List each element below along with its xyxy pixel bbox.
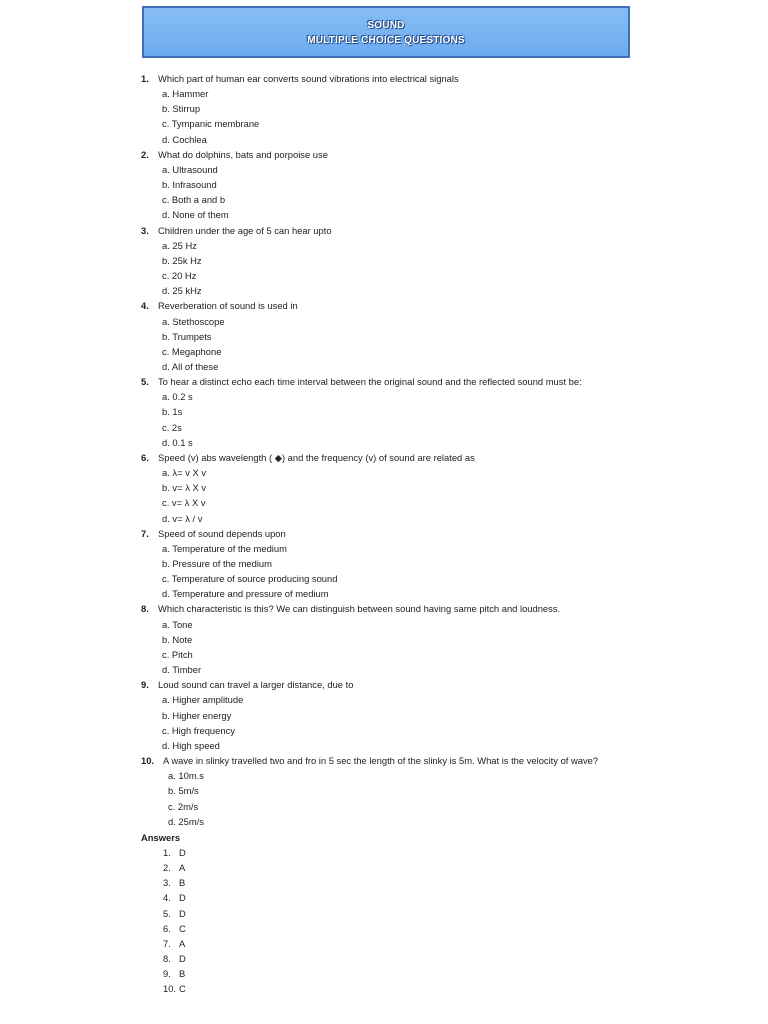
question-text: Which part of human ear converts sound vibrations into electrical signals <box>158 73 459 84</box>
option: b. 5m/s <box>168 785 199 797</box>
option: a. λ= v X v <box>162 467 207 479</box>
question-4 <box>141 298 641 313</box>
answer-number: 8. <box>163 953 171 965</box>
option: d. Temperature and pressure of medium <box>162 588 329 600</box>
question-text: Speed of sound depends upon <box>158 527 286 539</box>
answer-value: B <box>179 968 186 980</box>
answers-heading: Answers <box>141 831 181 843</box>
option: d. 25m/s <box>168 815 204 827</box>
option: d. None of them <box>162 209 229 221</box>
question-number: 3. <box>141 224 149 236</box>
answer-value: C <box>179 922 186 934</box>
question-5 <box>141 374 641 389</box>
question-text: Which characteristic is this? We can distinguish between sound having same pitch and loudness. <box>158 603 561 615</box>
question-6 <box>141 450 641 465</box>
option: b. 25k Hz <box>162 254 202 266</box>
answer-item <box>141 921 641 936</box>
option: c. v= λ X v <box>162 497 206 509</box>
option: a. Tone <box>162 618 193 630</box>
answer-number: 3. <box>163 877 171 889</box>
answer-item <box>141 906 641 921</box>
question-text: What do dolphins, bats and porpoise use <box>158 148 328 160</box>
page-title: SOUND <box>367 20 405 31</box>
answer-item <box>141 860 641 875</box>
option: d. High speed <box>162 739 220 751</box>
answer-item <box>141 981 641 996</box>
option: c. 20 Hz <box>162 270 197 282</box>
option: b. Higher energy <box>162 709 232 721</box>
answer-number: 5. <box>163 907 171 919</box>
question-text: Speed (v) abs wavelength ( ◆) and the frequency (v) of sound are related as <box>158 451 475 463</box>
option: d. Cochlea <box>162 133 207 145</box>
question-number: 10. <box>141 755 155 767</box>
option: b. Pressure of the medium <box>162 558 272 569</box>
option: c. High frequency <box>162 724 235 736</box>
question-number: 4. <box>141 300 149 312</box>
question-text: Reverberation of sound is used in <box>158 300 298 312</box>
question-text: To hear a distinct echo each time interval between the original sound and the reflected sound must be: <box>158 376 582 388</box>
option: a. 10m.s <box>168 770 204 782</box>
option: d. 0.1 s <box>162 436 193 448</box>
option: a. 0.2 s <box>162 391 193 403</box>
answer-number: 2. <box>163 862 171 874</box>
question-8 <box>141 601 641 616</box>
question-number: 9. <box>141 679 149 691</box>
answer-item <box>141 936 641 951</box>
option: b. Trumpets <box>162 330 212 342</box>
question-3 <box>141 223 641 238</box>
option: c. Tympanic membrane <box>162 118 260 130</box>
answer-number: 6. <box>163 922 171 934</box>
answer-item <box>141 966 641 981</box>
option: a. Stethoscope <box>162 315 225 327</box>
question-text: A wave in slinky travelled two and fro in 5 sec the length of the slinky is 5m. What is the velocity of wave? <box>163 755 599 767</box>
answer-number: 9. <box>163 968 171 980</box>
answer-number: 7. <box>163 937 171 949</box>
answer-value: B <box>179 877 186 889</box>
answer-value: A <box>179 937 186 949</box>
option: b. Infrasound <box>162 179 217 191</box>
option: d. All of these <box>162 360 219 372</box>
question-list <box>141 71 641 997</box>
question-9 <box>141 677 641 692</box>
option: b. v= λ X v <box>162 482 207 494</box>
option: d. v= λ / v <box>162 512 203 524</box>
question-text: Children under the age of 5 can hear upto <box>158 224 332 236</box>
answer-value: D <box>179 892 186 904</box>
question-number: 6. <box>141 451 149 463</box>
option: b. Note <box>162 633 193 645</box>
question-number: 1. <box>141 73 149 84</box>
answer-value: A <box>179 862 186 874</box>
title-banner <box>142 6 630 58</box>
answer-item <box>141 890 641 905</box>
page-subtitle: MULTIPLE CHOICE QUESTIONS <box>307 35 465 46</box>
option: c. Megaphone <box>162 345 222 357</box>
question-number: 7. <box>141 527 149 539</box>
option: a. Temperature of the medium <box>162 542 287 554</box>
question-7 <box>141 526 641 541</box>
option: b. 1s <box>162 406 183 418</box>
option: d. 25 kHz <box>162 285 202 297</box>
answer-item <box>141 875 641 890</box>
question-1 <box>141 71 641 86</box>
option: c. Both a and b <box>162 194 226 206</box>
option: c. 2m/s <box>168 800 199 812</box>
option: b. Stirrup <box>162 103 201 115</box>
question-10 <box>141 753 626 768</box>
answer-item <box>141 951 641 966</box>
answer-value: D <box>179 907 186 919</box>
question-text: Loud sound can travel a larger distance, due to <box>158 679 354 691</box>
question-number: 5. <box>141 376 149 388</box>
answer-value: D <box>179 953 186 965</box>
answer-item <box>141 845 641 860</box>
answer-value: D <box>179 846 186 858</box>
option: a. Ultrasound <box>162 163 218 175</box>
option: a. 25 Hz <box>162 239 197 251</box>
answer-number: 10. <box>163 983 177 995</box>
option: c. Temperature of source producing sound <box>162 573 338 585</box>
option: c. Pitch <box>162 648 193 660</box>
answer-number: 4. <box>163 892 171 904</box>
answer-value: C <box>179 983 186 995</box>
option: c. 2s <box>162 421 182 433</box>
question-number: 2. <box>141 148 149 160</box>
question-number: 8. <box>141 603 149 615</box>
question-2 <box>141 147 641 162</box>
option: d. Timber <box>162 664 202 676</box>
answer-number: 1. <box>163 846 171 858</box>
option: a. Hammer <box>162 88 209 100</box>
option: a. Higher amplitude <box>162 694 244 706</box>
